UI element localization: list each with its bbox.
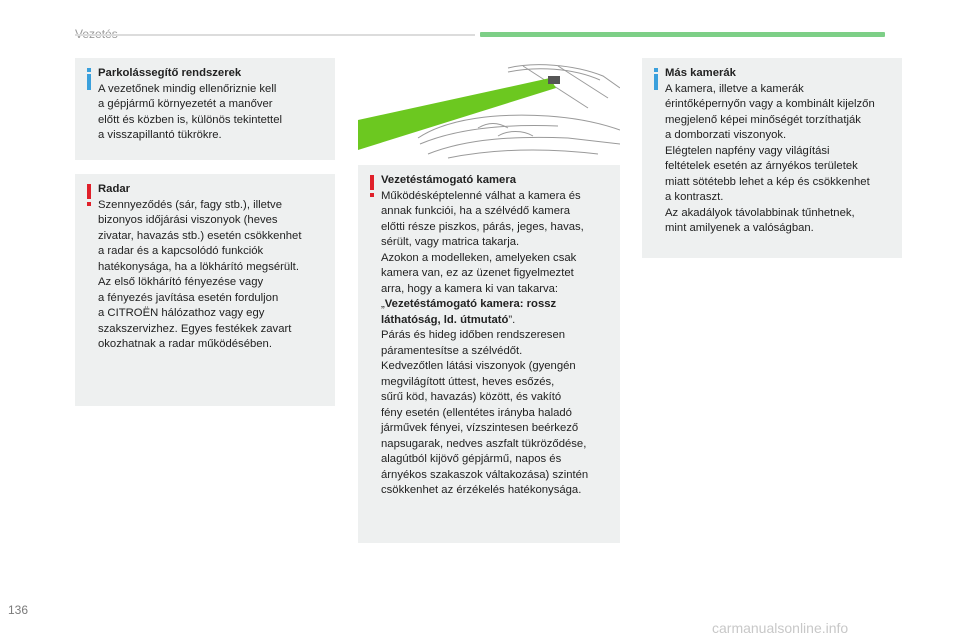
watermark: carmanualsonline.info	[712, 620, 849, 636]
driving-camera-text-part-1: Működésképtelenné válhat a kamera és annak funkciói, ha a szélvédő kamera előtti része piszkos, párás, jeges, havas, sérült, vagy matrica takarja. Azokon a modelleken, amelyeken csak kamera van, ez az üzenet figyelmeztet arra, hogy a kamera ki van takarva: „	[381, 189, 584, 310]
driving-camera-warning-note	[358, 165, 620, 543]
warning-icon	[366, 175, 378, 197]
parking-assist-title: Parkolássegítő rendszerek	[98, 67, 242, 79]
warning-icon	[83, 184, 95, 206]
driving-camera-text-part-2: ”. Párás és hideg időben rendszeresen páramentesítse a szélvédőt. Kedvezőtlen látási viszonyok (gyengén megvilágított úttest, heves esőzés, sűrű köd, havazás) között, és vakító fény esetén (ellentétes irányba haladó járművek fényei, vízszintesen beérkező napsugarak, nedves aszfalt tükröződése, alagútból kijövő gépjármű, napos és árnyékos szakaszok váltakozása) szintén csökkenhet az érzékelés hatékonysága.	[381, 313, 589, 496]
radar-text: Szennyeződés (sár, fagy stb.), illetve bizonyos időjárási viszonyok (heves zivatar, havazás stb.) esetén csökkenhet a radar és a kapcsolódó funkciók hatékonysága, ha a lökhárító megsérült. Az első lökhárító fényezése vagy a fényezés javítása esetén forduljon a CITROËN hálózathoz vagy egy szakszervizhez. Egyes festékek zavart okozhatnak a radar működésében.	[98, 198, 302, 350]
driving-camera-alert-message: Vezetéstámogató kamera: rossz láthatóság, ld. útmutató	[381, 298, 557, 326]
parking-assist-text: A vezetőnek mindig ellenőriznie kell a gépjármű környezetét a manőver előtt és közben is, különös tekintettel a visszapillantó tükrökre.	[98, 82, 282, 141]
other-cameras-note	[642, 58, 902, 258]
other-cameras-text: A kamera, illetve a kamerák érintőképernyőn vagy a kombinált kijelzőn megjelenő képei minőségét torzíthatják a domborzati viszonyok. Elégtelen napfény vagy világítási feltételek esetén az árnyékos területek miatt sötétebb lehet a kép és csökkenhet a kontraszt. Az akadályok távolabbinak tűnhetnek, mint amilyenek a valóságban.	[665, 82, 875, 234]
radar-warning-note	[75, 174, 335, 406]
header-accent-bar	[480, 32, 885, 37]
windscreen-camera-illustration	[358, 58, 620, 162]
driving-camera-text	[381, 189, 614, 499]
other-cameras-title: Más kamerák	[665, 67, 736, 79]
info-icon	[83, 68, 95, 90]
radar-title: Radar	[98, 183, 131, 195]
page-number: 136	[8, 603, 29, 617]
driving-camera-title: Vezetéstámogató kamera	[381, 174, 516, 186]
parking-assist-note	[75, 58, 335, 160]
camera-module-icon	[548, 76, 560, 84]
header-divider	[75, 34, 475, 36]
info-icon	[650, 68, 662, 90]
camera-detection-beam	[358, 78, 556, 150]
